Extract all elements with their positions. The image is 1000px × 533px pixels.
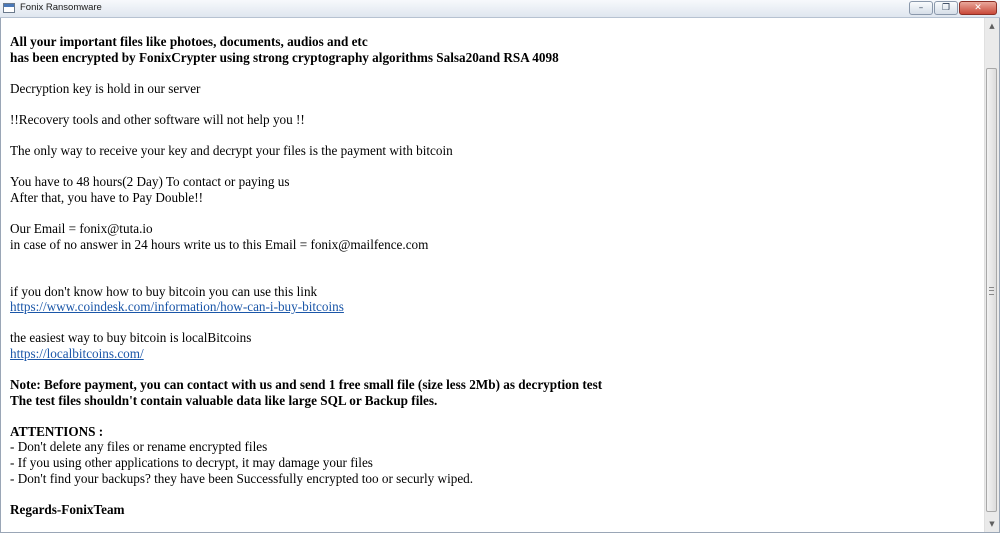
coindesk-link[interactable]: https://www.coindesk.com/information/how-can-i-buy-bitcoins (10, 299, 344, 315)
key-line: Decryption key is hold in our server (10, 80, 201, 96)
attention-item: - Don't delete any files or rename encrypted files (10, 439, 268, 455)
tools-line: !!Recovery tools and other software will not help you !! (10, 111, 305, 127)
scroll-down-arrow[interactable]: ▼ (989, 520, 995, 528)
buy-intro-line: if you don't know how to buy bitcoin you can use this link (10, 283, 318, 299)
note-line-1: Note: Before payment, you can contact with us and send 1 free small file (size less 2Mb) as decryption test (10, 377, 603, 393)
deadline-line-2: After that, you have to Pay Double!! (10, 189, 203, 205)
title-bar[interactable] (0, 0, 1000, 18)
window-app-icon (3, 3, 15, 13)
close-button[interactable]: ✕ (959, 1, 997, 15)
attention-item: - If you using other applications to decrypt, it may damage your files (10, 455, 373, 471)
minimize-button[interactable]: – (909, 1, 933, 15)
heading-line-2: has been encrypted by FonixCrypter using strong cryptography algorithms Salsa20and RSA 4098 (10, 49, 559, 65)
blank-line (10, 268, 975, 284)
signature: Regards-FonixTeam (10, 501, 125, 517)
window-controls (908, 1, 997, 16)
vertical-scrollbar[interactable] (984, 18, 999, 532)
scrollbar-thumb[interactable] (986, 68, 997, 512)
payment-line: The only way to receive your key and decrypt your files is the payment with bitcoin (10, 143, 453, 159)
heading-line-1: All your important files like photoes, documents, audios and etc (10, 34, 368, 49)
attention-item: - Don't find your backups? they have been Successfully encrypted too or securly wiped. (10, 470, 474, 486)
localbitcoins-link[interactable]: https://localbitcoins.com/ (10, 345, 144, 361)
email-line-2: in case of no answer in 24 hours write us to this Email = fonix@mailfence.com (10, 236, 429, 252)
ransom-note-text (10, 34, 975, 533)
attentions-heading: ATTENTIONS : (10, 423, 104, 439)
note-line-2: The test files shouldn't contain valuable data like large SQL or Backup files. (10, 392, 438, 408)
local-intro-line: the easiest way to buy bitcoin is localBitcoins (10, 330, 252, 346)
ransom-note-viewer (0, 18, 1000, 533)
scrollbar-grip-icon (989, 287, 994, 295)
scroll-up-arrow[interactable]: ▲ (989, 22, 995, 30)
maximize-button[interactable]: ❐ (934, 1, 958, 15)
deadline-line-1: You have to 48 hours(2 Day) To contact or paying us (10, 174, 290, 190)
email-line-1: Our Email = fonix@tuta.io (10, 221, 153, 237)
window-title: Fonix Ransomware (20, 2, 102, 13)
